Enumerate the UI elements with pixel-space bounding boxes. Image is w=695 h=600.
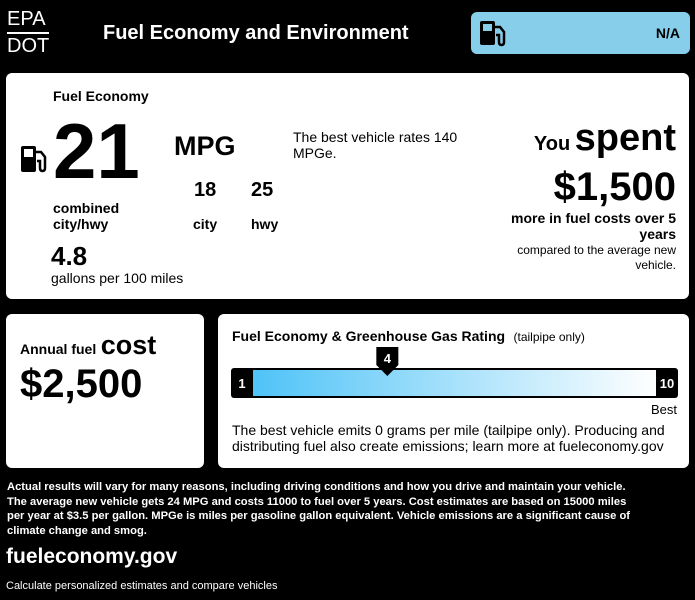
- epa-label: EPA: [7, 8, 46, 30]
- disclaimer-line-1: Actual results will vary for many reasons, including driving conditions and how you drive and maintain your vehicle.: [7, 481, 626, 493]
- rating-marker-value: 4: [383, 351, 391, 366]
- disclaimer-line-2: The average new vehicle gets 24 MPG and costs 11000 to fuel over 5 years. Cost estimates are based on 15000 miles: [7, 495, 627, 508]
- mpg-unit: MPG: [174, 131, 236, 161]
- savings-spent: spent: [574, 117, 676, 159]
- savings-line-2: years: [639, 226, 676, 242]
- hwy-label: hwy: [251, 216, 279, 232]
- savings-compare-1: compared to the average new: [517, 243, 676, 257]
- disclaimer-line-3: per year at $3.5 per gallon. MPGe is miles per gasoline gallon equivalent. Vehicle emissions are a significant cause of: [7, 510, 631, 522]
- cost-word: cost: [100, 330, 157, 360]
- rating-subheading: (tailpipe only): [513, 330, 585, 344]
- disclaimer-line-4: climate change and smog.: [7, 524, 147, 537]
- dot-label: DOT: [7, 35, 50, 57]
- rating-header: [232, 328, 585, 346]
- rating-max-label: 10: [659, 376, 675, 391]
- epa-dot-logo: [7, 8, 51, 57]
- rating-bar-gradient: [253, 370, 656, 396]
- best-vehicle-note: The best vehicle rates 140 MPGe.: [293, 129, 458, 161]
- gallons-per-100: 4.8: [51, 241, 88, 271]
- rating-note-2: distributing fuel also create emissions; learn more at fueleconomy.gov: [232, 438, 664, 454]
- disclaimer: [7, 480, 630, 538]
- rating-heading: Fuel Economy & Greenhouse Gas Rating: [232, 328, 506, 344]
- annual-cost-panel: [6, 314, 204, 468]
- city-hwy-label: city/hwy: [53, 216, 109, 232]
- gallons-label: gallons per 100 miles: [51, 270, 184, 286]
- rating-scale: [231, 347, 678, 401]
- savings-you: You: [533, 133, 571, 155]
- rating-min-label: 1: [238, 376, 246, 391]
- savings-headline: [534, 117, 676, 160]
- savings-amount: $1,500: [553, 165, 676, 209]
- rating-panel: [218, 314, 689, 468]
- annual-fuel-label: Annual fuel: [20, 341, 97, 357]
- fuel-economy-panel: [6, 73, 689, 299]
- combined-label: combined: [53, 200, 120, 216]
- footer-tagline: Calculate personalized estimates and compare vehicles: [6, 580, 278, 592]
- fuel-pump-icon: [19, 143, 49, 175]
- rating-best-label: Best: [650, 402, 677, 417]
- hwy-mpg: 25: [251, 179, 274, 201]
- combined-mpg: 21: [53, 107, 140, 195]
- fuel-pump-icon: [477, 18, 509, 48]
- annual-cost-heading: [20, 330, 156, 361]
- rating-note-1: The best vehicle emits 0 grams per mile (tailpipe only). Producing and: [232, 422, 665, 438]
- city-label: city: [193, 216, 218, 232]
- fuel-type-badge: [471, 12, 690, 54]
- annual-cost-amount: $2,500: [20, 362, 143, 406]
- logo-divider: [7, 32, 49, 34]
- savings-compare-2: vehicle.: [635, 258, 676, 272]
- fuel-economy-heading: Fuel Economy: [53, 88, 149, 104]
- city-mpg: 18: [194, 179, 217, 201]
- fuel-type-value: N/A: [655, 25, 680, 41]
- savings-line-1: more in fuel costs over 5: [511, 210, 676, 226]
- fueleconomy-link[interactable]: fueleconomy.gov: [6, 545, 178, 568]
- page-title: Fuel Economy and Environment: [103, 22, 409, 44]
